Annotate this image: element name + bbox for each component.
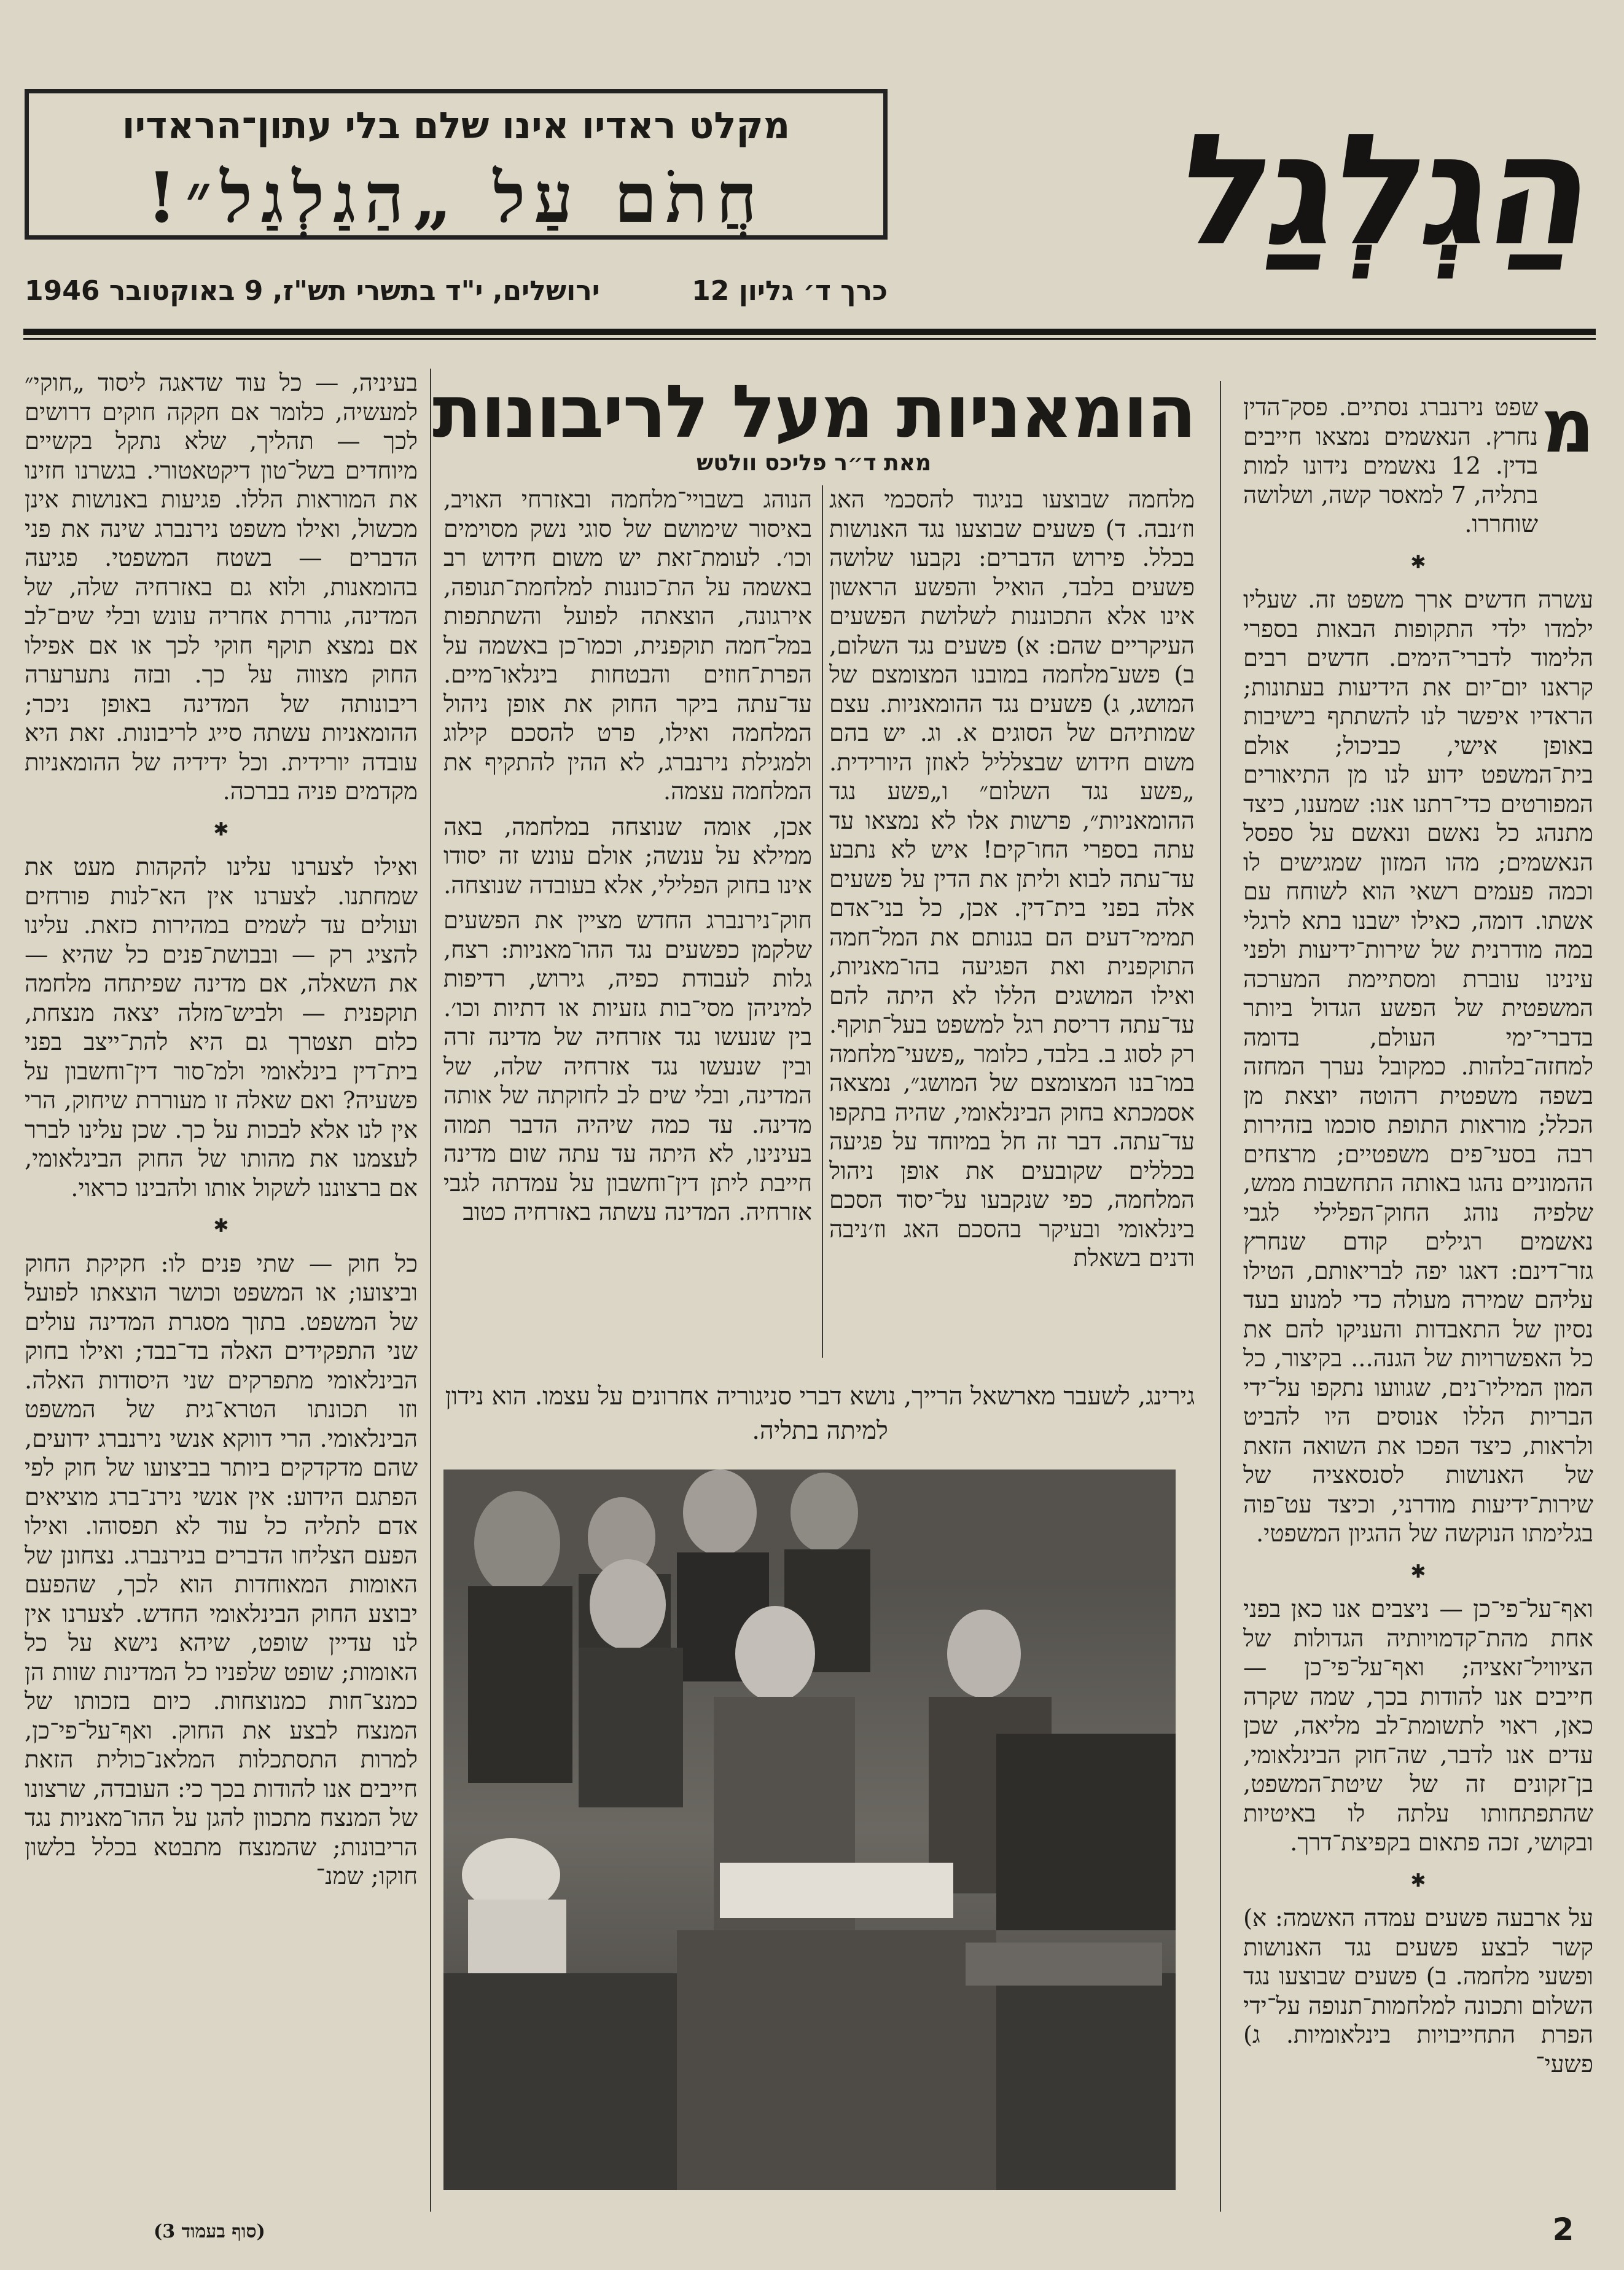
masthead-title: הַגְלְגַל: [1167, 101, 1603, 280]
column-divider: [1220, 381, 1221, 2212]
paragraph: מלחמה שבוצעו בניגוד להסכמי האג וז׳נבה. ד) פשעים שבוצעו נגד האנושות בכלל. פירוש הדברים: נקבעו שלושה פשעים בלבד, הואיל והפשע הראשון אינו אלא התכוננות לשלושת הפשעים העיקריים שהם: א) פשעים נגד השלום, ב) פשע־מלחמה במובנו המצומצם של המושג, ג) פשעים נגד ההומאניות. עצם שמותיהם של הסוגים א. וג. יש בהם משום חידוש שבצלליל לאוזן היורידית. „פשע נגד השלום״ ו„פשע נגד ההומאניות״, פרשות אלו לא נמצאו עד עתה בספרי החו־קים! איש לא נתבע עד־עתה לבוא וליתן את הדין על פשעים אלה בפני בית־דין. אכן, כל בני־אדם תמימי־דעים הם בגנותם את המל־חמה התוקפנית ואת הפגיעה בהו־מאניות, ואילו המושגים הללו לא היתה להם עד־עתה דריסת רגל למשפט בעל־תוקף. רק לסוג ב. בלבד, כלומר „פשעי־מלחמה במו־בנו המצומצם של המושג״, נמצאה אסמכתא בחוק הבינלאומי, שהיה בתקפו עד־עתה. דבר זה חל במיוחד על פגיעה בכללים שקובעים את אופן ניהול המלחמה, כפי שנקבעו על־יסוד הסכם בינלאומי ובעיקר בהסכם האג וז׳ניבה ודנים בשאלת: [829, 486, 1195, 1272]
drop-cap: מ: [1541, 384, 1595, 469]
paragraph: על ארבעה פשעים עמדה האשמה: א) קשר לבצע פשעים נגד האנושות ופשעי מלחמה. ב) פשעים שבוצעו נגד השלום ותכונה למלחמות־תנופה על־ידי הפרת התחייבויות בינלאומיות. ג) פשעי־: [1243, 1904, 1593, 2078]
article-headline: הומאניות מעל לריבונות: [432, 369, 1195, 454]
article-column-right: [1243, 384, 1595, 2212]
issue-date: ירושלים, י"ד בתשרי תש"ז, 9 באוקטובר 1946: [25, 275, 600, 307]
separator-star: ✱: [1410, 1869, 1426, 1892]
promo-line-2: חֲתֹם עַל „הַגַלְגַל״!: [146, 158, 766, 238]
courtroom-photo: [443, 1470, 1176, 2190]
article-column-mid-right: [829, 485, 1195, 1358]
masthead-rule: [23, 329, 1596, 335]
paragraph: הנוהג בשבויי־מלחמה ובאזרחי האויב, באיסור שימושם של סוגי נשק מסוימים וכו׳. לעומת־זאת יש משום חידוש רב באשמה על הת־כוננות למלחמת־תנופה, אירגונה, הוצאתה לפועל והשתתפות במל־חמה תוקפנית, וכמו־כן באשמה על הפרת־חוזים והבטחות בינלאו־מיים. עד־עתה ביקר החוק את אופן ניהול המלחמה ואילו, פרט להסכם קילוג ולמגילת נירנברג, לא ההין להתקיף את המלחמה עצמה.: [443, 486, 812, 805]
column-divider: [430, 369, 431, 2212]
paragraph: בעיניה, — כל עוד שדאגה ליסוד „חוקי״ למעשיה, כלומר אם חקקה חוקים דרושים לכך — תהליך, שלא נתקל בקשיים מיוחדים בשל־טון דיקטאטורי. בגשרנו חזינו את המוראות הללו. פגיעות באנושות אינן מכשול, ואילו משפט נירנברג שינה את פני הדברים — בשטח המשפטי. פגיעה בהומאנות, ולוא גם באזרחיה שלה, של המדינה, גוררת אחריה עונש ובלי שים־לב אם נמצא תוקף חוקי לכך או אם אפילו החוק מצווה על כך. ובזה נתערערה ריבונותה של המדינה באופן ניכר; ההומאניות עשתה סייג לריבונות. זאת היא עובדה יורידית. וכל ידידיה של ההומאניות מקדמים פניה בברכה.: [25, 369, 418, 805]
paragraph: כל חוק — שתי פנים לו: חקיקת החוק וביצועו; או המשפט וכושר הוצאתו לפועל של המשפט. בתוך מסגרת המדינה עולים שני התפקידים האלה בד־בבד; ואילו בחוק הבינלאומי מתפרקים שני היסודות האלה. וזו תכונתו הטרא־גית של המשפט הבינלאומי. הרי דווקא אנשי נירנברג ידועים, שהם מדקדקים ביותר בביצועו של חוק לפי הפתגם הידוע: אין אנשי נירנ־ברג מוציאים אדם לתליה כל עוד לא תפסוהו. ואילו הפעם הצליחו הדברים בנירנברג. נצחונן של האומות המאוחדות הוא לכך, שהפעם יבוצע החוק הבינלאומי החדש. לצערנו אין לנו עדיין שופט, שיהא נישא על כל האומות; שופט שלפניו כל המדינות שוות הן כמנצ־חות כמנוצחות. כיום בזכותו של המנצח לבצע את החוק. ואף־על־פי־כן, למרות התסתכלות המלאנ־כולית הזאת חייבים אנו להודות בכך כי: העובדה, שרצונו של המנצח מתכוון להגן על ההו־מאניות נגד הריבונות; שהמנצח מתבטא בכלל בלשון חוקו; שמנ־: [25, 1250, 418, 1890]
article-byline: מאת ד״ר פליכס וולטש: [696, 450, 931, 476]
continuation-note: (סוף בעמוד 3): [154, 2221, 265, 2242]
subscription-promo-box: [25, 89, 888, 240]
masthead-rule-thin: [23, 338, 1596, 340]
paragraph: חוק־נירנברג החדש מציין את הפשעים שלקמן כפשעים נגד ההו־מאניות: רצח, גלות לעבודת כפיה, גירוש, רדיפות למיניהן מסי־בות גזעיות או דתיות וכו׳. בין שנעשו נגד אזרחיה של מדינה זרה ובין שנעשו נגד אזרחיה שלה, של המדינה, ובלי שים לב לחוקתה של אותה מדינה. עד כמה שיהיה הדבר תמוה בעינינו, לא היתה עד עתה שום מדינה חייבת ליתן דין־וחשבון על עמדתה לגבי אזרחיה. המדינה עשתה באזרחיה כטוב: [443, 907, 812, 1226]
separator-star: ✱: [213, 818, 229, 840]
promo-line-1: מקלט ראדיו אינו שלם בלי עתון־הראדיו: [122, 104, 791, 147]
paragraph: עשרה חדשים ארך משפט זה. שעליו ילמדו ילדי התקופות הבאות בספרי הלימוד לדברי־הימים. חדשים רבים קראנו יום־יום את הידיעות בעתונות; הראדיו איפשר לנו להשתתף בישיבות באופן אישי, כביכול; אולם בית־המשפט ידוע לנו מן התיאורים המפורטים כדי־רתנו אנו: שמענו, כיצד מתנהג כל נאשם ונאשם על ספסל הנאשמים; מהו המזון שמגישים לו וכמה פעמים רשאי הוא לשוחח עם אשתו. דומה, כאילו ישבנו בתא לרגלי במה מודרנית של שירות־ידיעות ולפני עינינו עוברת ומסתיימת המערכה המשפטית של הפשע הגדול ביותר בדברי־ימי העולם, בדומה למחזה־בלהות. כמקובל נערך המחזה בשפה משפטית רהוטה יוצאת מן הכלל; מוראות התופת סוכמו בזהירות רבה בסעי־פים משפטיים; מרצחים ההמוניים נהגו באותה התחשבות ממש, שלפיה נוהג החוק־הפלילי לגבי נאשמים רגילים קודם שנחרץ גזר־דינם: דאגו יפה לבריאותם, הטילו עליהם שמירה מעולה כדי למנוע בעד נסיון של התאבדות והעניקו להם את כל האפשרויות של הגנה... בקיצור, כל המון המיליו־נים, שגוועו נתקפו על־ידי הבריות הללו אנוסים היו להביט ולראות, כיצד הפכו את השואה הזאת של האנושות לסנסאציה של שירות־ידיעות מודרני, וכיצד עט־פוה בגלימתו הנוקשה של ההגיון המשפטי.: [1243, 586, 1593, 1548]
paragraph: ואף־על־פי־כן — ניצבים אנו כאן בפני אחת מהת־קדמויותיה הגדולות של הציוויל־זאציה; ואף־על־פי־כן — חייבים אנו להודות בכך, שמה שקרה כאן, ראוי לתשומת־לב מליאה, שכן עדים אנו לדבר, שה־חוק הבינלאומי, בן־זקונים זה של שיטת־המשפט, שהתפתחותו עלתה לו באיטיות ובקושי, זכה פתאום בקפיצת־דרך.: [1243, 1595, 1593, 1857]
separator-star: ✱: [1410, 551, 1426, 573]
photo-caption: גירינג, לשעבר מארשאל הרייך, נושא דברי סניגוריה אחרונים על עצמו. הוא נידון למיתה בתליה.: [445, 1382, 1195, 1445]
separator-star: ✱: [213, 1215, 229, 1237]
issue-volume: כרך ד׳ גליון 12: [692, 275, 888, 307]
paragraph: שפט נירנברג נסתיים. פסק־הדין נחרץ. הנאשמים נמצאו חייבים בדין. 12 נאשמים נידונו למות בתליה, 7 למאסר קשה, ושלושה שוחררו.: [1243, 394, 1539, 538]
article-column-mid-left: [443, 485, 812, 1358]
page-number: 2: [1552, 2212, 1574, 2247]
column-divider: [822, 485, 823, 1358]
separator-star: ✱: [1410, 1560, 1426, 1583]
paragraph: אכן, אומה שנוצחה במלחמה, באה ממילא על ענשה; אולם עונש זה יסודו אינו בחוק הפלילי, אלא בעובדה שנוצחה.: [443, 813, 812, 899]
article-column-left: [25, 369, 418, 2215]
paragraph: ואילו לצערנו עלינו להקהות מעט את שמחתנו. לצערנו אין הא־לנות פורחים ועולים עד לשמים במהירות כזאת. עלינו להציג רק — ובבושת־פנים כל שהיא — את השאלה, אם מדינה שפיתחה מלחמה תוקפנית — ולביש־מזלה יצאה מנצחת, כלום תצטרך גם היא להת־ייצב בפני בית־דין בינלאומי ולמ־סור דין־וחשבון על פשעיה? ואם שאלה זו מעוררת שיחוק, הרי אין לנו אלא לבכות על כך. שכן עלינו לברר לעצמנו את מהותו של החוק הבינלאומי, אם ברצוננו לשקול אותו ולהבינו כראוי.: [25, 853, 418, 1202]
